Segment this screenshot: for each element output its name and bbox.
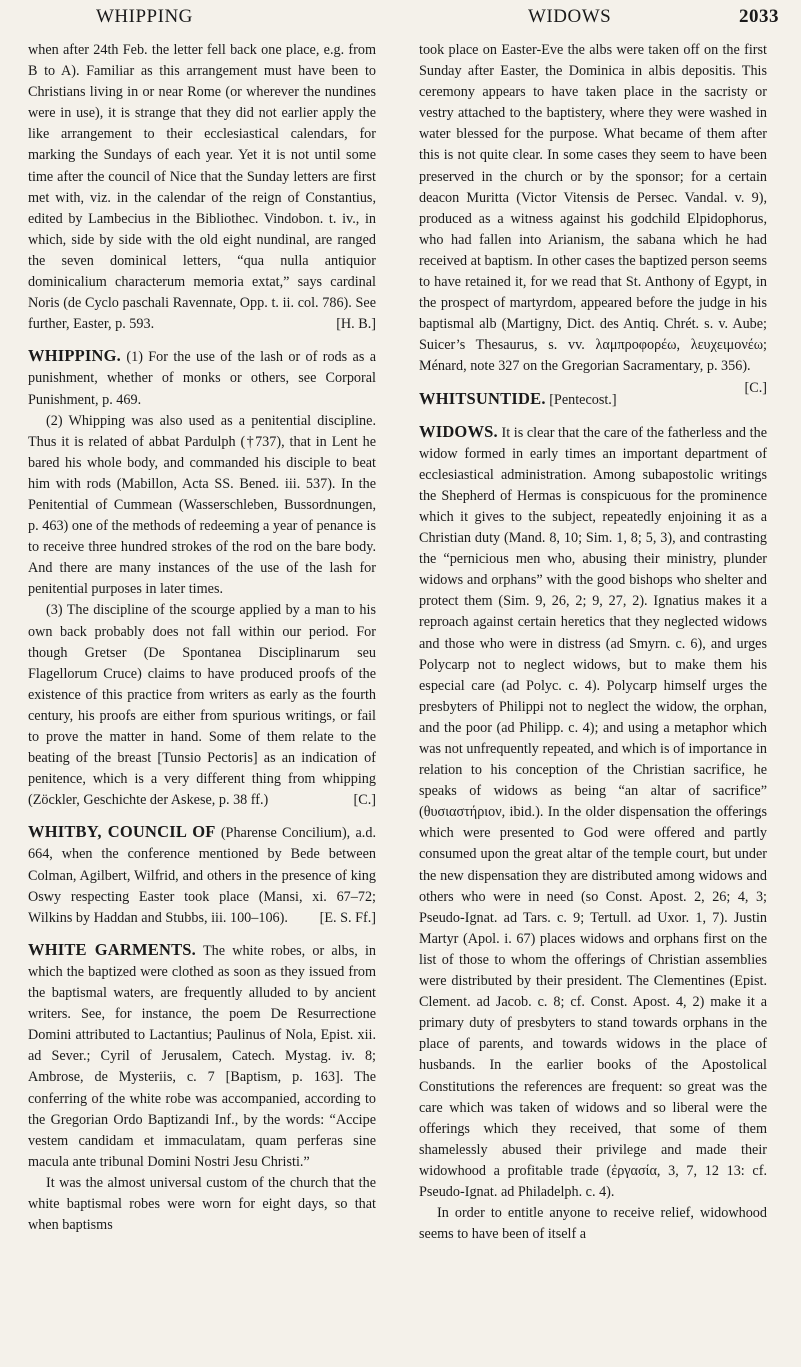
headword: WHITSUNTIDE. — [419, 388, 546, 408]
signature: [C.] — [744, 379, 767, 396]
running-header — [28, 6, 779, 36]
entry-whitby: WHITBY, COUNCIL OF (Pharense Concilium), a.d. 664, when the conference mentioned by Bede between Colman, Agilbert, Wilfrid, and others in the presence of king Oswy respecting Easter took place (Mansi, xi. 67–72; Wilkins by Haddan and Stubbs, iii. 100–106). [E. S. Ff.] — [28, 821, 376, 928]
signature: [E. S. Ff.] — [319, 909, 376, 926]
page-number: 2033 — [739, 6, 779, 27]
paragraph-white-garments-2: It was the almost universal custom of the church that the white baptismal robes were worn for eight days, so that when baptisms — [28, 1174, 376, 1234]
headword: WHIPPING. — [28, 346, 122, 366]
entry-white-garments: WHITE GARMENTS. The white robes, or albs, in which the baptized were clothed as soon as they issued from the baptismal waters, are frequently alluded to by ancient writers. See, for instance, the poem De Resurrectione Domini attributed to Lactantius; Paulinus of Nola, Epist. xii. ad Sever.; Cyril of Jerusalem, Catech. Mystag. iv. 8; Ambrose, de Mysteriis, c. 7 [Baptism, p. 163]. The conferring of the white robe was accompanied, according to the Gregorian Ordo Baptizandi Inf., by the words: “Accipe vestem candidam et immaculatam, quam perferas sine macula ante tribunal Domini Nostri Jesu Christi.” — [28, 939, 377, 1170]
paragraph-whipping-3: (3) The discipline of the scourge applied by a man to his own back probably does not fall within our period. For though Gretser (De Spontanea Disciplinarum seu Flagellorum Cruce) claims to have produced proofs of the existence of this practice from writers as early as the fourth century, his proofs are either from spurious writings, or fail to prove the matter in hand. Some of them relate to the beating of the breast [Tunsio Pectoris] as an indication of penitence, which is a very different thing from whipping (Zöckler, Geschichte der Askese, p. 38 ff.) [C.] — [28, 600, 376, 811]
signature: [H. B.] — [336, 316, 376, 333]
paragraph-widows-2: In order to entitle anyone to receive relief, widowhood seems to have been of itself a — [419, 1205, 767, 1243]
running-head-center: WIDOWS — [528, 6, 612, 27]
right-column — [419, 40, 767, 1245]
entry-whipping: WHIPPING. (1) For the use of the lash or of rods as a punishment, whether of monks or others, see Corporal Punishment, p. 469. — [28, 346, 376, 408]
paragraph-albs: took place on Easter-Eve the albs were taken off on the first Sunday after Easter, the Dominica in albis depositis. This ceremony appears to have taken place in the sacristy or vestry attached to the baptistery, where they were washed in water blessed for the purpose. What became of them after this is not quite clear. In some cases they seem to have been preserved in the church or by the sponsor; for a certain deacon Muritta (Victor Vitensis de Persec. Vandal. v. 9), produced as a witness against his godchild Elpidophorus, who had fallen into Arianism, the sabana which he had received at baptism. In other cases the baptized person seems to have retained it, for we read that St. Anthony of Egypt, in the prospect of martyrdom, appeared before the judge in his baptismal alb (Martigny, Dict. des Antiq. Chrét. s. v. Aube; Suicer’s Thesaurus, s. vv. λαμπροφορέω, λευχειμονέω; Ménard, note 327 on the Gregorian Sacramentary, p. 356). [C.] — [419, 40, 767, 378]
headword: WHITBY, COUNCIL OF — [28, 822, 216, 842]
paragraph-whipping-2: (2) Whipping was also used as a penitential discipline. Thus it is related of abbat Pardulph (†737), that in Lent he bared his whole body, and commanded his disciple to beat him with rods (Mabillon, Acta SS. Bened. iii. 537). In the Penitential of Cummean (Wasserschleben, Bussordnungen, p. 463) one of the methods of redeeming a year of penance is to receive three hundred strokes of the rod on the bare body. And there are many instances of the use of the lash for penitential purposes in later times. — [28, 412, 376, 598]
entry-whitsuntide: WHITSUNTIDE. [Pentecost.] — [419, 388, 617, 408]
left-column — [28, 40, 376, 1236]
headword: WIDOWS. — [419, 421, 498, 441]
headword: WHITE GARMENTS. — [28, 939, 197, 959]
paragraph-nundines: when after 24th Feb. the letter fell back one place, e.g. from B to A). Familiar as this arrangement must have been to Christians living in or near Rome (or wherever the nundines were in use), it is strange that they did not earlier apply the like arrangement to their ecclesiastical calendars, for marking the Sundays of each year. Yet it is not until some time after the council of Nice that the Sunday letters are first met with, viz. in the calendar of the reign of Constantius, edited by Lambecius in the Bibliothec. Vindobon. t. iv., in which, side by side with the old eight nundinal, are ranged the seven dominical letters, “qua nulla antiquior dominicalium characterum memoria extat,” says cardinal Noris (de Cyclo paschali Ravennate, Opp. t. ii. col. 786). See further, Easter, p. 593. [H. B.] — [28, 40, 376, 335]
signature: [C.] — [353, 792, 376, 809]
entry-widows: WIDOWS. It is clear that the care of the fatherless and the widow formed in early times an important department of ecclesiastical administration. Among subapostolic writings the Shepherd of Hermas is conspicuous for the prominence which it gives to the subject, repeatedly enjoining it as a Christian duty (Mand. 8, 10; Sim. 1, 8; 5, 3), and contrasting the “pernicious men who, abusing their ministry, plunder widows and orphans” with the good bishops who shelter and protect them (Sim. 9, 26, 2; 9, 27, 2). Ignatius makes it a reproach against certain heretics that they neglected widows and those who were in distress (ad Smyrn. c. 6), and urges Polycarp not to neglect widows, but to make them his especial care (ad Polyc. c. 4). Polycarp himself urges the presbyters of Philippi not to neglect the widow, the orphan, and the poor (ad Philipp. c. 4); and using a metaphor which was not unfrequently repeated, and which is of importance in relation to his conception of the Christian sacrifice, he speaks of widows as being “an altar of sacrifice” (θυσιαστήριον, ibid.). In the older dispensation the offerings which were presented to God were offered and partly consumed upon the great altar of the temple court, but under the new dispensation they are distributed among widows and others who were in need (so Const. Apost. 2, 26; 4, 3; Pseudo-Ignat. ad Tars. c. 9; Tertull. ad Uxor. 1, 7). Justin Martyr (Apol. i. 67) places widows and orphans first on the list of those to whom the offerings of Christian assemblies were distributed by their president. The Clementines (Epist. Clement. ad Jacob. c. 8; cf. Const. Apost. 4, 2) make it a primary duty of presbyters to stand towards orphans in the place of parents, and towards widows in the place of husbands. In the earlier books of the Apostolical Constitutions the references are frequent: so great was the care which was taken of widows and so liberal were the offerings which they received, that some of them shamelessly abused their privilege and made their widowhood a profitable trade (ἐργασία, 3, 7, 12 13: cf. Pseudo-Ignat. ad Philadelph. c. 4). — [419, 421, 767, 1200]
running-head-left: WHIPPING — [96, 6, 193, 27]
